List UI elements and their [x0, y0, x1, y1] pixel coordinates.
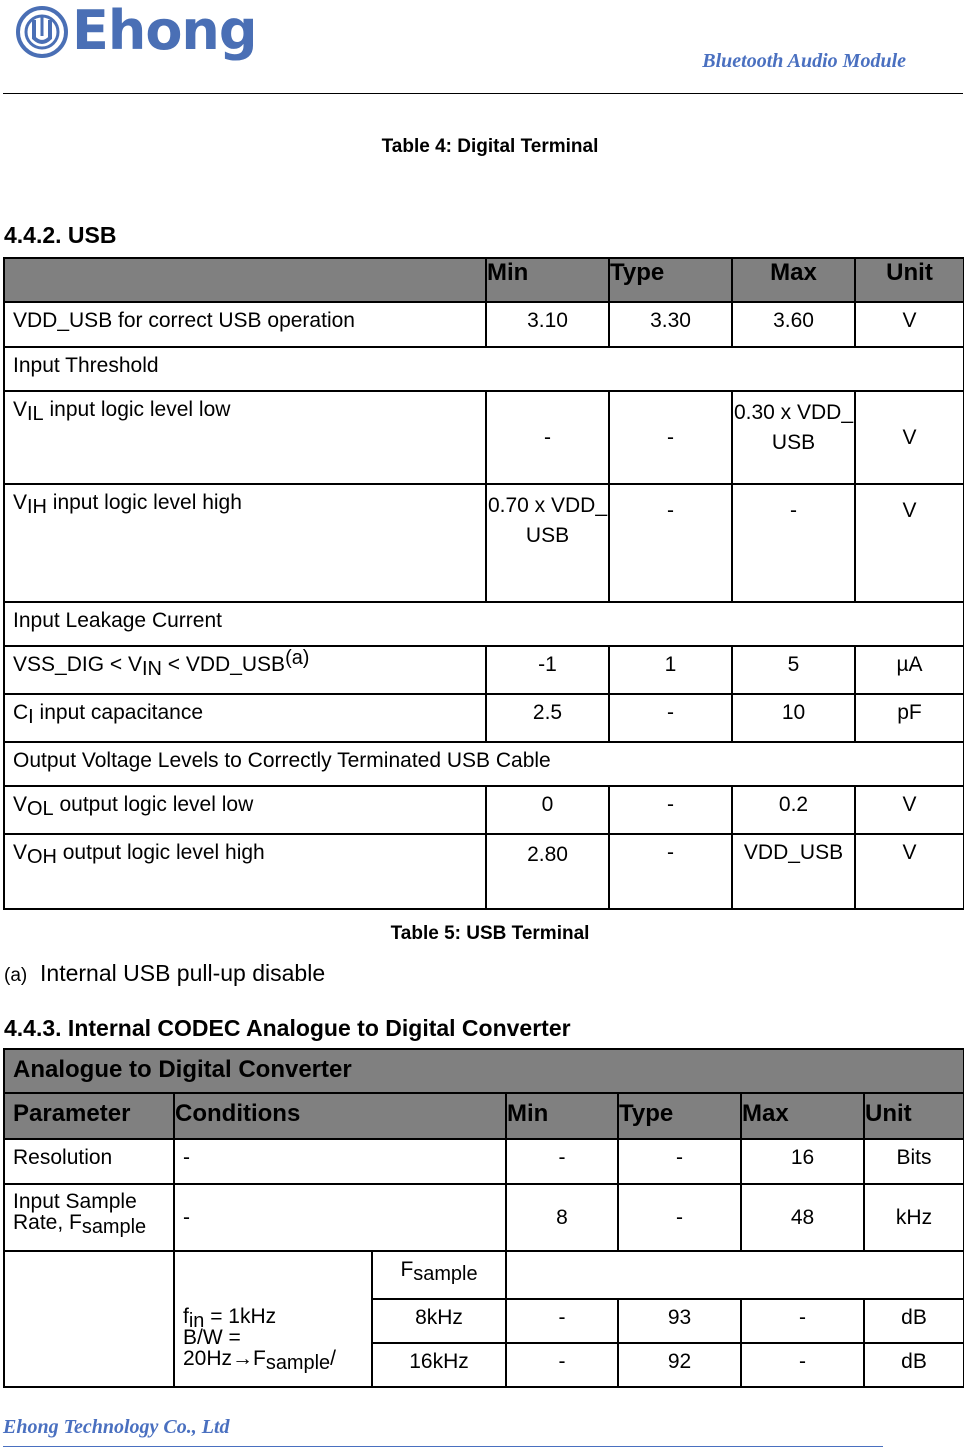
cell-type: -	[609, 694, 732, 742]
cell-unit: Bits	[864, 1139, 964, 1184]
adc-header-row	[4, 1093, 964, 1139]
label-text: 20Hz→F	[183, 1347, 266, 1370]
footnote-text: Internal USB pull-up disable	[40, 960, 326, 986]
cell-max: 48	[741, 1184, 864, 1251]
cell-conditions: -	[174, 1139, 506, 1184]
cell-fsample: 16kHz	[372, 1343, 506, 1387]
footer-company: Ehong Technology Co., Ltd	[3, 1416, 230, 1438]
cell-max: -	[741, 1299, 864, 1343]
row-label	[4, 391, 486, 484]
usb-col-min: Min	[486, 258, 609, 302]
ehong-logo-icon	[12, 2, 76, 64]
row-label	[4, 834, 486, 909]
cell-min: 3.10	[486, 302, 609, 347]
group-label-input-threshold: Input Threshold	[4, 347, 964, 391]
fs-header	[372, 1251, 506, 1299]
cell-max: 0.30 x VDD_USB	[732, 391, 855, 484]
symbol: V	[13, 491, 28, 514]
cell-min: 0	[486, 786, 609, 834]
symbol: V	[13, 398, 28, 421]
cell-type: 3.30	[609, 302, 732, 347]
footer-divider	[3, 1446, 883, 1447]
symbol-subscript: in	[188, 1309, 205, 1332]
cell-max: 0.2	[732, 786, 855, 834]
table-row	[4, 742, 964, 786]
symbol: F	[400, 1258, 414, 1281]
footnote-ref: (a)	[285, 647, 310, 670]
label-text: input logic level low	[43, 398, 231, 421]
usb-section-heading: 4.4.2. USB	[4, 222, 117, 248]
label-text: = 1kHz	[204, 1305, 277, 1328]
cell-unit: V	[855, 484, 964, 602]
cell-type: 92	[618, 1343, 741, 1387]
label-text: B/W =	[183, 1326, 241, 1349]
document-title: Bluetooth Audio Module	[702, 50, 906, 72]
cell-unit: dB	[864, 1299, 964, 1343]
cell-min: -	[506, 1299, 618, 1343]
cell-type: 1	[609, 646, 732, 694]
cell-unit: pF	[855, 694, 964, 742]
cell-type: -	[618, 1139, 741, 1184]
row-label	[4, 694, 486, 742]
row-label: VDD_USB for correct USB operation	[4, 302, 486, 347]
symbol-subscript: IL	[27, 402, 44, 425]
adc-table	[3, 1048, 964, 1388]
cell-max: -	[732, 484, 855, 602]
label-text: /	[330, 1347, 336, 1370]
brand-name: Ehong	[72, 0, 257, 62]
cell-max: 5	[732, 646, 855, 694]
cell-max: 3.60	[732, 302, 855, 347]
cell-type: -	[609, 484, 732, 602]
table-row	[4, 347, 964, 391]
symbol-subscript: IN	[141, 657, 162, 680]
adc-col-type: Type	[618, 1093, 741, 1139]
cell-type: -	[609, 834, 732, 909]
symbol-subscript: I	[28, 705, 34, 728]
cell-unit: V	[855, 302, 964, 347]
adc-col-parameter: Parameter	[4, 1093, 174, 1139]
symbol-subscript: sample	[81, 1215, 147, 1238]
group-label-output-levels: Output Voltage Levels to Correctly Terminated USB Cable	[4, 742, 964, 786]
table4-caption: Table 4: Digital Terminal	[381, 136, 599, 157]
cell-type: -	[609, 786, 732, 834]
cell-min: 0.70 x VDD_USB	[486, 484, 609, 602]
usb-col-max: Max	[732, 258, 855, 302]
symbol: V	[13, 841, 28, 864]
cell-unit: µA	[855, 646, 964, 694]
cell-max: -	[741, 1343, 864, 1387]
table-row	[4, 391, 964, 484]
adc-title: Analogue to Digital Converter	[4, 1049, 964, 1093]
table-row	[4, 646, 964, 694]
symbol-subscript: sample	[265, 1351, 331, 1374]
label-text: Input Sample	[13, 1190, 137, 1213]
header-divider	[3, 93, 963, 94]
cell-unit: V	[855, 391, 964, 484]
usb-table	[3, 257, 964, 910]
adc-col-min: Min	[506, 1093, 618, 1139]
table-row	[4, 786, 964, 834]
adc-col-conditions: Conditions	[174, 1093, 506, 1139]
table-row	[4, 602, 964, 646]
cell-unit: kHz	[864, 1184, 964, 1251]
cell-type: -	[609, 391, 732, 484]
cell-fsample: 8kHz	[372, 1299, 506, 1343]
label-text: f	[183, 1305, 189, 1328]
label-text: input capacitance	[33, 701, 204, 724]
param-blank	[4, 1251, 174, 1387]
cell-max: VDD_USB	[732, 834, 855, 909]
symbol: C	[13, 701, 29, 724]
label-text: < VDD_USB	[161, 653, 286, 676]
footnote-a	[4, 960, 325, 987]
table-row	[4, 1251, 964, 1299]
param-resolution: Resolution	[4, 1139, 174, 1184]
param-sample-rate	[4, 1184, 174, 1251]
cell-unit: dB	[864, 1343, 964, 1387]
table-row	[4, 484, 964, 602]
cell-type: -	[618, 1184, 741, 1251]
row-label	[4, 484, 486, 602]
adc-col-max: Max	[741, 1093, 864, 1139]
label-text: input logic level high	[46, 491, 242, 514]
table5-caption: Table 5: USB Terminal	[390, 923, 590, 944]
usb-col-unit: Unit	[855, 258, 964, 302]
cell-unit: V	[855, 834, 964, 909]
cell-min: 2.5	[486, 694, 609, 742]
usb-col-blank	[4, 258, 486, 302]
cell-min: 2.80	[486, 834, 609, 909]
adc-col-unit: Unit	[864, 1093, 964, 1139]
symbol: V	[13, 793, 28, 816]
row-label	[4, 646, 486, 694]
cell-type: 93	[618, 1299, 741, 1343]
table-row	[4, 1139, 964, 1184]
cell-min: 8	[506, 1184, 618, 1251]
usb-header-row	[4, 258, 964, 302]
row-label	[4, 786, 486, 834]
table-row	[4, 302, 964, 347]
usb-col-type: Type	[609, 258, 732, 302]
group-label-input-leakage: Input Leakage Current	[4, 602, 964, 646]
cell-min: -	[506, 1343, 618, 1387]
label-text: Rate, F	[13, 1211, 82, 1234]
codec-section-heading: 4.4.3. Internal CODEC Analogue to Digital Converter	[4, 1015, 571, 1041]
symbol-subscript: IH	[27, 495, 47, 518]
cell-conditions: -	[174, 1184, 506, 1251]
label-text: output logic level low	[53, 793, 254, 816]
cell-min: -1	[486, 646, 609, 694]
cell-max: 10	[732, 694, 855, 742]
table-row	[4, 834, 964, 909]
label-text: VSS_DIG < V	[13, 653, 142, 676]
cell-max: 16	[741, 1139, 864, 1184]
symbol-subscript: sample	[413, 1262, 478, 1285]
label-text: output logic level high	[56, 841, 265, 864]
adc-title-row	[4, 1049, 964, 1093]
cell-min: -	[506, 1139, 618, 1184]
symbol-subscript: OL	[27, 797, 54, 820]
cell-min: -	[486, 391, 609, 484]
cell-unit: V	[855, 786, 964, 834]
footnote-mark: (a)	[4, 965, 28, 986]
table-row	[4, 694, 964, 742]
symbol-subscript: OH	[27, 845, 57, 868]
snr-conditions	[174, 1251, 372, 1387]
table-row	[4, 1184, 964, 1251]
fs-header-blank	[506, 1251, 964, 1299]
